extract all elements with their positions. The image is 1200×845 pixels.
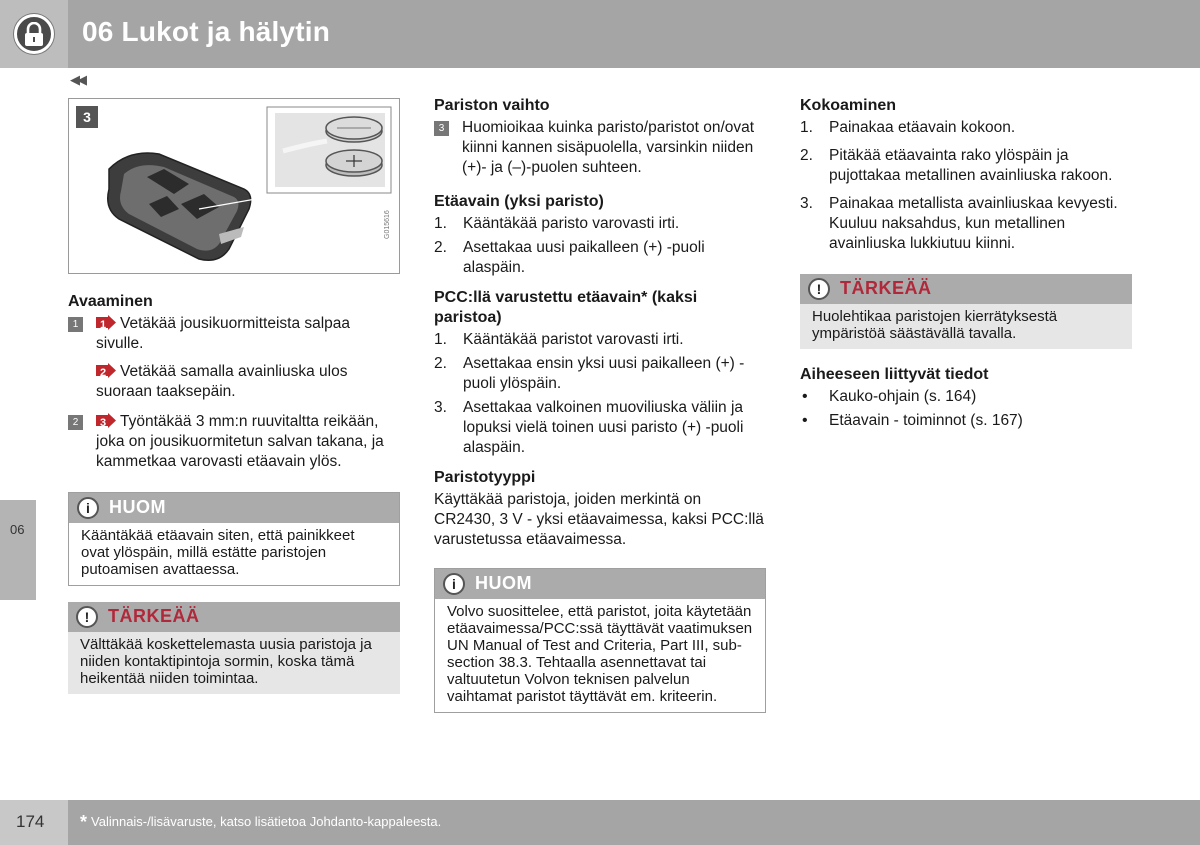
chapter-header [0,0,1200,68]
list-item: 2. Asettakaa uusi paikalleen (+) -puoli alaspäin. [434,239,705,276]
step-2 [68,412,400,472]
heading-pcc-two-batteries: PCC:llä varustettu etäavain* (kaksi paristoa) [434,289,698,326]
related-links-list [800,387,1132,431]
side-tab-label: 06 [10,522,25,537]
note-box [434,568,766,713]
note-text: Kääntäkää etäavain siten, että painikkeet ovat ylöspäin, millä estätte paristojen putoamisen avattaessa. [81,527,355,578]
header-icon-cell [0,0,68,68]
heading-single-battery: Etäavain (yksi paristo) [434,193,604,210]
battery-illustration [68,98,400,274]
exclamation-icon: ! [808,278,830,300]
illustration-code: G015616 [384,210,391,239]
list-item: 1. Kääntäkää paristot varovasti irti. [434,331,684,348]
heading-related-info: Aiheeseen liittyvät tiedot [800,366,989,383]
warning-title: TÄRKEÄÄ [840,278,932,298]
warning-box-header [68,602,400,632]
note-title: HUOM [475,573,532,593]
chapter-title: 06 Lukot ja hälytin [82,16,331,47]
page-number-cell [0,800,68,845]
pcc-battery-list [434,330,766,458]
back-arrows-icon[interactable]: ◀◀ [70,72,84,87]
step-2-text: 3 Työntäkää 3 mm:n ruuvitaltta reikään, joka on jousikuormitetun salvan takana, ja kammetkaa varovasti etäavain ylös. [96,413,384,470]
info-icon: i [77,497,99,519]
list-item: 3. Asettakaa valkoinen muoviliuska väliin ja lopuksi vielä toinen uusi paristo (+) -puoli alaspäin. [434,399,744,456]
warning-box-header [800,274,1132,304]
warning-text: Välttäkää koskettelemasta uusia paristoja ja niiden kontaktipintoja sormin, koska tämä heikentää niiden toimintaa. [68,632,400,694]
single-battery-list [434,214,766,278]
step-1-part-2: 2 Vetäkää samalla avainliuska ulos suoraan taaksepäin. [96,363,348,400]
warning-box [68,602,400,694]
note-box [68,492,400,586]
note-title: HUOM [109,497,166,517]
warning-box [800,274,1132,349]
asterisk-mark: * [80,812,88,832]
page-number: 174 [16,812,45,831]
step-number: 1 [68,317,83,332]
column-right [800,96,1132,435]
arrow-1-icon: 1 [96,315,116,330]
illustration-number: 3 [76,106,98,128]
battery-type-text: Käyttäkää paristoja, joiden merkintä on CR2430, 3 V - yksi etäavaimessa, kaksi PCC:llä varustetussa etäavaimessa. [434,491,764,548]
heading-battery-type: Paristotyyppi [434,469,536,486]
battery-step-text: Huomioikaa kuinka paristo/paristot on/ovat kiinni kannen sisäpuolella, varsinkin niiden (+)- ja (–)-puolen suhteen. [462,119,755,176]
arrow-2-icon: 2 [96,363,116,378]
heading-assembly: Kokoaminen [800,97,897,114]
step-number: 2 [68,415,83,430]
step-number: 3 [434,121,449,136]
related-link[interactable]: • Etäavain - toiminnot (s. 167) [802,412,1023,429]
lock-icon [14,14,54,54]
arrow-3-icon: 3 [96,413,116,428]
assembly-list [800,118,1132,254]
related-link[interactable]: • Kauko-ohjain (s. 164) [802,388,977,405]
battery-step [434,118,766,178]
chapter-side-tab[interactable] [0,500,36,600]
warning-title: TÄRKEÄÄ [108,606,200,626]
step-1-part-1: 1 Vetäkää jousikuormitteista salpaa sivulle. [96,315,351,352]
list-item: 2. Asettakaa ensin yksi uusi paikalleen (+) -puoli ylöspäin. [434,355,745,392]
column-middle [434,96,766,713]
list-item: 2. Pitäkää etäavainta rako ylöspäin ja pujottakaa metallinen avainliuska rakoon. [800,147,1113,184]
page-footer [0,800,1200,845]
heading-battery-change: Pariston vaihto [434,97,550,114]
key-fob-drawing [69,99,399,273]
exclamation-icon: ! [76,606,98,628]
footer-note: * Valinnais-/lisävaruste, katso lisätietoa Johdanto-kappaleesta. [80,812,442,832]
note-text: Volvo suosittelee, että paristot, joita käytetään etäavaimessa/PCC:ssä täyttävät vaatimuksen UN Manual of Test and Criteria, Part III, sub-section 38.3. Tehtaalla asennettavat tai valtuutetun Volvon teknisen palvelun vaihtamat paristot täyttävät em. kriteerin. [447,603,753,705]
step-1 [68,314,400,402]
warning-text: Huolehtikaa paristojen kierrätyksestä ympäristöä säästävällä tavalla. [800,304,1132,349]
heading-opening: Avaaminen [68,293,153,310]
note-box-header [435,569,765,599]
info-icon: i [443,573,465,595]
note-box-header [69,493,399,523]
list-item: 1. Kääntäkää paristo varovasti irti. [434,215,680,232]
list-item: 1. Painakaa etäavain kokoon. [800,119,1016,136]
list-item: 3. Painakaa metallista avainliuskaa kevyesti. Kuuluu naksahdus, kun metallinen avainliuska lukkiutuu kiinni. [800,195,1118,252]
column-left [68,96,400,694]
